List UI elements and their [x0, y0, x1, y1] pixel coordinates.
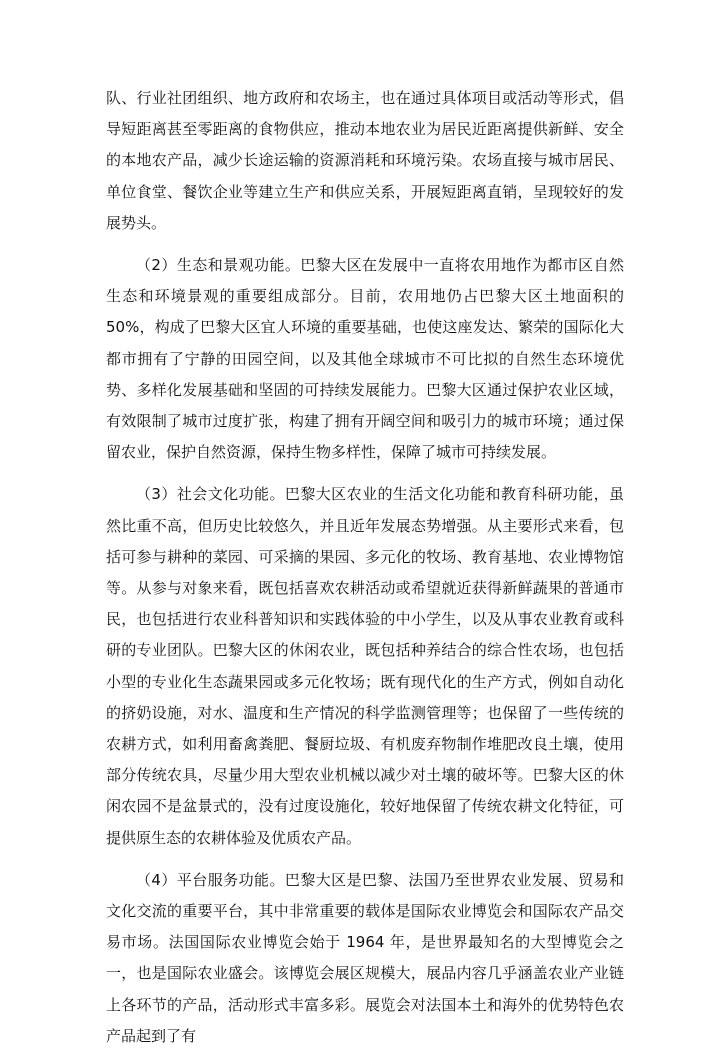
document-body — [106, 83, 624, 1063]
paragraph-social-culture: （3）社会文化功能。巴黎大区农业的生活文化功能和教育科研功能，虽然比重不高，但历史比较悠久，并且近年发展态势增强。从主要形式来看，包括可参与耕种的菜园、可采摘的果园、多元化的牧场、教育基地、农业博物馆等。从参与对象来看，既包括喜欢农耕活动或希望就近获得新鲜蔬果的普通市民，也包括进行农业科普知识和实践体验的中小学生，以及从事农业教育或科研的专业团队。巴黎大区的休闲农业，既包括种养结合的综合性农场，也包括小型的专业化生态蔬果园或多元化牧场；既有现代化的生产方式，例如自动化的挤奶设施，对水、温度和生产情况的科学监测管理等；也保留了一些传统的农耕方式，如利用畜禽粪肥、餐厨垃圾、有机废弃物制作堆肥改良土壤，使用部分传统农具，尽量少用大型农业机械以减少对土壤的破坏等。巴黎大区的休闲农园不是盆景式的，没有过度设施化，较好地保留了传统农耕文化特征，可提供原生态的农耕体验及优质农产品。 — [106, 485, 624, 847]
paragraph-platform-service: （4）平台服务功能。巴黎大区是巴黎、法国乃至世界农业发展、贸易和文化交流的重要平台，其中非常重要的载体是国际农业博览会和国际农产品交易市场。法国国际农业博览会始于 1964 年，是世界最知名的大型博览会之一，也是国际农业盛会。该博览会展区规模大，展品内容几乎涵盖农业产业链上各环节的产品，活动形式丰富多彩。展览会对法国本土和海外的优势特色农产品起到了有 — [106, 870, 624, 1045]
paragraph-continuation: 队、行业社团组织、地方政府和农场主，也在通过具体项目或活动等形式，倡导短距离甚至零距离的食物供应，推动本地农业为居民近距离提供新鲜、安全的本地农产品，减少长途运输的资源消耗和环境污染。农场直接与城市居民、单位食堂、餐饮企业等建立生产和供应关系，开展短距离直销，呈现较好的发展势头。 — [106, 89, 624, 232]
paragraph-ecology-landscape: （2）生态和景观功能。巴黎大区在发展中一直将农用地作为都市区自然生态和环境景观的重要组成部分。目前，农用地仍占巴黎大区土地面积的 50%，构成了巴黎大区宜人环境的重要基础，也使这座发达、繁荣的国际化大都市拥有了宁静的田园空间，以及其他全球城市不可比拟的自然生态环境优势、多样化发展基础和坚固的可持续发展能力。巴黎大区通过保护农业区域，有效限制了城市过度扩张，构建了拥有开阔空间和吸引力的城市环境；通过保留农业，保护自然资源，保持生物多样性，保障了城市可持续发展。 — [106, 256, 624, 462]
